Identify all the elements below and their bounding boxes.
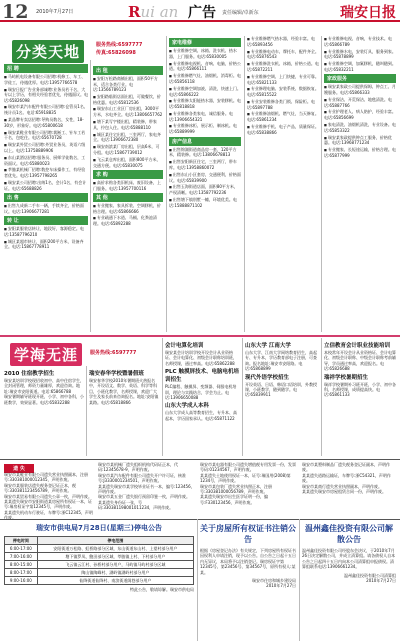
classified-listing: ■ 专业维修油烟机、燃气灶，当天修复。电话:65861234 (247, 111, 319, 122)
dissolve-notice-title: 温州鑫佳投资有限公司解散公告 (305, 524, 393, 544)
lost-notice-item: 某某遗失瑞安市某学校毕业证书一本，编号:123456，声明作废。 (98, 483, 195, 494)
lost-notice-column-4 (302, 462, 396, 516)
brand-latin: Rui an (128, 3, 179, 21)
outage-time-cell: 9:00-16:00 (5, 577, 38, 585)
education-ad-text: 瑞安某会计培训学校开设会计从业资格证、会计电算化、初级会计职称培训班，名师授课，通过率高。电话:65862288 (165, 350, 237, 366)
education-title: 学海无涯 (10, 343, 82, 366)
lost-notice-item: 某某遗失瑞安市房屋租赁合同一份，声明作废。 (302, 488, 386, 494)
cancel-notice-org: 瑞安市住房和城乡建设局 (252, 577, 296, 583)
outage-header-area: 停电范围 (37, 537, 193, 545)
dissolve-notice-text: 温州鑫佳投资有限公司经股东会决议，于2010年7月26日决定解散公司，并成立清算组。请各债权人自本公告之日起四十五日内向本公司清算组申报债权。清算组联系电话:13906661234。 (302, 548, 396, 570)
education-ad-title: 会计电算化培训 (165, 343, 204, 349)
lost-notice-column-1 (4, 472, 94, 521)
issue-date: 2010年7月27日 (36, 9, 74, 15)
classified-listing: ■ 专业维修空调、冰箱、洗衣机、热水器，上门服务。电话:65830005 (169, 48, 241, 59)
certificate-cancel-notice (200, 521, 296, 639)
education-ad-text: 瑞安春华学校2010年暑期班火热报名中，开设语文、数学、英语、科学等科目，小班化教学，名师授课，欢迎广大学生及家长前来咨询报名。地址:安阳镇某路。电话:65818866 (89, 378, 159, 405)
outage-time-cell: 8:00-17:00 (5, 569, 38, 577)
classified-listing: ■ 专业维修电视机、音响、电脑，价格公道。电话:65866111 (169, 61, 241, 72)
classified-column-3 (169, 36, 241, 332)
education-column-left (4, 368, 84, 456)
outage-row (5, 569, 194, 577)
classified-listing: ■ 瑞安某家政公司提供保姆、钟点工、月嫂服务。电话:65866333 (324, 84, 396, 95)
classified-listing: ■ 专业维修燃气灶、油烟机、消毒柜。电话:65856118 (169, 73, 241, 84)
lost-notice-item: 瑞安市某包装厂遗失营业执照正本，注册号:330381000056789，声明作废。 (200, 483, 272, 494)
classified-column-2 (93, 64, 163, 332)
classified-phones: 服务热线:6597777 传真:65826098 (96, 42, 143, 56)
education-ad-text: 山东大学、江南大学网络教育招生，高起专、专升本，学历教育部电子注册，可查询。报名地址:瑞安市安阳路。电话:65868899 (245, 350, 317, 372)
classified-listing: ■ 专业安装维修各类门锁、保险柜。电话:65897788 (247, 99, 319, 110)
education-ad-title: 山东大学成人本科 (165, 403, 210, 410)
education-column-mid2 (165, 340, 239, 456)
classified-column-5 (324, 36, 396, 332)
classified-category-band: 家电维修 (169, 38, 241, 47)
classified-listing: ■ 专业维修水电，安装灯具，服务到家。电话:65878899 (324, 49, 396, 60)
classified-listing: ■ 专业维修电动车、摩托车，配件齐全。电话:65876543 (247, 49, 319, 60)
cancel-notice-text: 根据《房屋登记办法》有关规定，下列房屋所有权证书因权利人申请注销，现予以公告。自公告之日起十五日内无异议，本局将予以注销登记。瑞房权证字第12345号、第23456号、第34567号，原所有权人:某某。 (200, 548, 296, 575)
lost-notice-item: 瑞安市某服装店遗失税务登记证正本，税号:330381123456789，声明作废。 (4, 482, 76, 494)
cancel-notice-date: 2010年7月27日 (266, 583, 296, 589)
classified-listing: ■ 专业修理电脑、安装系统、数据恢复。电话:65815522 (247, 86, 319, 97)
classified-listing: ■ 专业搬家、家具拆装、空调移机，价格合理。电话:65866666 (93, 203, 163, 214)
dissolve-notice-date: 2010年7月27日 (366, 577, 396, 583)
education-ad-title: 现代外语学校招生 (245, 374, 290, 381)
education-ad-text: 瑞祥学校暑期补习班开班，小学、初中各科，名师授课，成绩提高快。电话:65861133 (324, 381, 396, 398)
education-ad-text: 瑞安暑期辅导班现开班，小学、初中各科，小班教学，效果显著。电话:65832288 (4, 394, 84, 405)
lost-notice-item: 瑞安市某五金厂遗失银行预留印鉴一枚，声明作废。 (98, 494, 190, 500)
classified-category-band: 招 聘 (4, 64, 88, 73)
outage-area-cell: 陶山镇陶峰村、湖岭镇湖岭村部分用户 (37, 569, 193, 577)
classified-listing: ■ 专业维修空调加液、清洗，快速上门。电话:65866222 (169, 86, 241, 97)
classified-listing: ■ 专业疏通下水道、马桶、化粪池清理。电话:65892288 (93, 215, 163, 226)
page-number: 12 (2, 1, 29, 23)
classified-listing: ■ 瑞安南滨某厂房出租，层高6米，可分租。电话:15867739012 (93, 144, 163, 155)
classified-listing: ■ 专业维修洗衣机、冰箱，价格公道。电话:65872211 (247, 61, 319, 72)
classified-listing: ■ 专业维修冰柜、展示柜、制冰机。电话:65889999 (169, 123, 241, 134)
outage-time-cell: 6:00-17:00 (5, 545, 38, 553)
classified-category-band: 家政服务 (324, 74, 396, 83)
classified-category-band: 出 租 (93, 66, 163, 75)
lost-notice-band: 遗 失 (4, 464, 34, 473)
classified-listing: ■ 城区某超市转让，面积200平方米，设备齐全。电话:15867778911 (4, 239, 88, 250)
classified-category-band: 出 售 (4, 193, 88, 202)
classified-listing: ■ 专业维修空调，加氟移机，随叫随到。电话:65832211 (324, 61, 396, 72)
classified-listing: ■ 出售九成新二手车一辆，手续齐全，价格面议。电话:13906677281 (4, 203, 88, 214)
education-ad-title: 瑞祥学校暑期招生 (324, 374, 369, 381)
classified-listing: ■ 瑞安日报广告业务部诚聘:业务员若干名，大专以上学历，有相关经验者优先，待遇面议。电话:65826098 (4, 87, 88, 103)
lost-notice-item: 某某遗失瑞安市出生医学证明一份，编号:F330123456，声明作废。 (200, 494, 268, 505)
lost-notice-item: 某某遗失土地使用权证一本，证号:瑞国用(2008)第1234号，声明作废。 (200, 472, 291, 484)
classified-listing: ■ 专业维修太阳能热水器，安装移机。电话:65818818 (169, 98, 241, 109)
classified-listing: ■ 东山某酒店招聘:服务员、厨师学徒数名，工资面议。电话:65880023 (4, 155, 88, 166)
outage-row (5, 577, 194, 585)
power-outage-notice (4, 521, 194, 639)
lost-notice-item: 某某遗失瑞安市安阳街道某房屋所有权证一本，证号:瑞房权证字第12345号，声明作废。 (4, 498, 92, 510)
classified-listing: ■ 瑞安某鞋业有限公司招聘:裁断工、针车工若干名，包吃住。电话:65670728 (4, 130, 88, 141)
classified-listing: ■ 瑞安东山工业区厂房出租，3000平方米，水电齐全。电话:13806657762 (93, 106, 163, 117)
classified-category-band: 求 购 (93, 170, 163, 179)
education-ad-text: 山东大学成人高等教育招生，专升本、高起本，学历国家承认。电话:65871122 (165, 410, 237, 421)
classified-listing: ■ 安阳路临街店面出租，可做餐饮，价格优惠。电话:65812536 (93, 94, 163, 105)
classified-category-band: 转 让 (4, 216, 88, 225)
lost-notice-item: 瑞安市某机械厂遗失组织机构代码证正本，代码:12345678-9，声明作废。 (98, 462, 178, 473)
lost-notice-item: 某某遗失道路运输证，车牌号:浙C54321，声明作废。 (302, 472, 391, 484)
classified-listing: ■ 出售安阳新区住宅，三室两厅，带车库。电话:13958860072 (169, 159, 241, 170)
outage-time-cell: 8:00-15:00 (5, 561, 38, 569)
power-outage-title: 瑞安市供电局7月28日(星期三)停电公告 (35, 524, 162, 532)
outage-area-cell: 飞云镇云江村、孙桥村部分用户，马屿镇马屿村部分区域 (37, 561, 193, 569)
classified-listing: ■ 出售东山小区套房，交通便利，价格面议。电话:65839900 (169, 172, 241, 183)
lost-notice-item: 瑞安市某汽车配件有限公司遗失开户许可证，核准号:J3330001234501，声明作废。 (98, 472, 186, 484)
editor-line: 责任编辑/卓新东 (222, 10, 259, 16)
classified-category-band: 其 他 (93, 193, 163, 202)
classified-listing: ■ 专业护理老人、病人陪护，经验丰富。电话:65856699 (324, 109, 396, 120)
classified-listing: ■ 专业维修各类家电，诚信服务。电话:13906654321 (169, 111, 241, 122)
outage-header-time: 停电时间 (5, 537, 38, 545)
classified-listing: ■ 飞云某仓库出租，面积800平方米，交通方便。电话:65830075 (93, 157, 163, 168)
classified-listing: ■ 莘塍某机械厂招聘:数控车床操作工，有经验者优先。电话:13957798265 (4, 167, 88, 178)
classified-listing: ■ 瑞安市某汽车配件有限公司招聘:仓管员1名、统计员1名。电话:65918835 (4, 104, 88, 115)
cancel-notice-title: 关于房屋所有权证书注销公告 (200, 524, 296, 544)
classified-listing: ■ 高价求购各类旧机床、废旧设备，上门服务。电话:13957700116 (93, 180, 163, 191)
classified-listing: ■ 专业维修燃气热水器，经验丰富。电话:65893456 (247, 36, 319, 47)
company-dissolve-notice (302, 521, 396, 639)
classified-listing: ■ 安阳万松路商铺出租，面积50平方米，适合各类行业。电话:13566789123 (93, 76, 163, 92)
outage-row (5, 561, 194, 569)
classified-listing: ■ 马屿机电设备有限公司招聘:机修工、车工、学徒工，待遇优厚。电话:13957766578 (4, 74, 88, 85)
classified-listing: ■ 专业维修空调、上门快捷，专业可靠。电话:65821133 (247, 74, 319, 85)
classified-category-band: 房产信息 (169, 137, 241, 146)
outage-area-cell: 安阳街道万松路、虹桥路部分区域，东山街道东山村、上望村部分用户 (37, 545, 193, 553)
outage-row (5, 553, 194, 561)
education-ad-title: 立信教育会计职业技能培训 (324, 343, 391, 349)
classified-listing: ■ 塘下某写字楼出租，精装修，带家具，拎包入住。电话:65888110 (93, 119, 163, 130)
education-ad-title: PLC 触摸屏技术、电脑电机培训招生 (165, 369, 239, 384)
education-ad-text: PLC编程、触摸屏、变频器、伺服电机培训，理论与实践结合，学会为止。电话:13906650088 (165, 384, 237, 400)
page-header (0, 0, 400, 22)
classified-listing: ■ 出售玉海街道店面，面积80平方米，产权清晰。电话:13587792236 (169, 184, 241, 195)
lost-notice-item: 瑞安市某塑料制品厂遗失税务登记证副本，声明作废。 (302, 462, 390, 473)
education-ad-title: 2010 住宿教学招生 (4, 371, 55, 377)
classified-listing: ■ 出售塘下镇别墅一幢，环境优美。电话:15888871102 (169, 197, 241, 208)
classified-listing: ■ 专业搬家、长短途运输，价格合理。电话:65877999 (324, 147, 396, 158)
classified-column-4 (247, 36, 319, 332)
classified-listing: ■ 安阳某服装店转让，地段好，客源稳定。电话:13587796210 (4, 226, 88, 237)
education-ad-text: 开设英语、日语、韩语口语培训，外教授课，小班教学，随到随学。电话:65839911 (245, 381, 317, 398)
lost-notice-column-2 (98, 462, 196, 516)
education-ad-text: 本校常年开设会计从业资格证、会计电算化、初级会计职称、中级会计职称考前辅导，学员通过率高，欢迎报名。电话:65826688 (324, 350, 396, 372)
lost-notice-item: 某某遗失身份证一张，号码:330381198001011234，声明作废。 (98, 499, 174, 511)
lost-notice-item: 瑞安市某贸易有限公司遗失公章一枚，声明作废。 (4, 493, 92, 499)
lost-notice-item: 瑞安市某鞋业有限公司遗失营业执照副本，注册号:330381000012345，声明作废。 (4, 472, 88, 483)
classified-title: 分类天地 (12, 40, 84, 63)
education-column-right (324, 340, 396, 456)
education-ad-title: 山东大学 江南大学 (245, 343, 291, 349)
education-ad-text: 瑞安某培训学校现招收初中、高中住宿学生，全封闭管理，师资力量雄厚，欢迎咨询。地址:瑞安市安阳街道。电话:65866788 (4, 378, 84, 394)
classified-listing: ■ 瑞安某公司招聘:出纳1名，会计1名，有会计证。电话:65688826 (4, 180, 88, 191)
classified-listing: ■ 瑞安某外贸公司招聘:外贸业务员，英语六级以上。电话:13758889906 (4, 142, 88, 153)
education-ad-title: 瑞安春华学校暨暑假班 (89, 371, 145, 377)
lost-notice-item: 瑞安市某电器有限公司遗失增值税专用发票一份，发票号码:01234567，声明作废。 (200, 462, 296, 473)
section-title: 广告 (188, 5, 216, 21)
classified-listing: ■ 专业维修手机、电子产品，质量保证。电话:65838866 (247, 124, 319, 135)
classified-listing: ■ 出售锦湖街道商品房一套，120平方米，精装修。电话:13806678813 (169, 147, 241, 158)
power-outage-table (4, 536, 194, 585)
lost-notice-item: 某某遗失机动车行驶证，车牌号:浙C12345，声明作废。 (4, 509, 93, 521)
classified-listing: ■ 专业维修电视、音响，专业技术。电话:65866789 (324, 36, 396, 47)
power-outage-footer: 特此公告，敬请谅解。瑞安市供电局 (130, 587, 194, 592)
dissolve-notice-org: 温州鑫佳投资有限公司清算组 (344, 572, 396, 578)
outage-area-cell: 仙降街道仙降村、南滨街道阁巷部分用户 (37, 577, 193, 585)
education-phone: 服务热线:6597777 (90, 350, 137, 356)
classified-listing: ■ 专业保洁、开荒保洁、地毯清洗。电话:65887766 (324, 97, 396, 108)
classified-listing: ■ 城区某住宅出租，三室两厅，家电齐全。电话:13906672380 (93, 132, 163, 143)
outage-time-cell: 7:00-16:00 (5, 553, 38, 561)
paper-name: 瑞安日报 (340, 5, 396, 21)
lost-notice-item: 瑞安市某商行遗失营业执照副本，声明作废。 (302, 483, 382, 489)
classified-column-1 (4, 62, 88, 332)
outage-area-cell: 塘下镇罗凤、鲍田部分区域，莘塍镇上村、下村部分用户 (37, 553, 193, 561)
education-column-mid1 (89, 368, 159, 456)
classified-listing: ■ 家电清洗、油烟机清洗，专业设备。电话:65853322 (324, 122, 396, 133)
lost-notice-column-3 (200, 462, 298, 516)
classified-listing: ■ 瑞安某家政提供钟点工服务，价格优惠。电话:13968771234 (324, 135, 396, 146)
education-column-mid3 (245, 340, 319, 456)
outage-row (5, 545, 194, 553)
classified-listing: ■ 某品牌专卖店招聘:导购员数名，女性，18-30岁，形象好。电话:65800618 (4, 117, 88, 128)
